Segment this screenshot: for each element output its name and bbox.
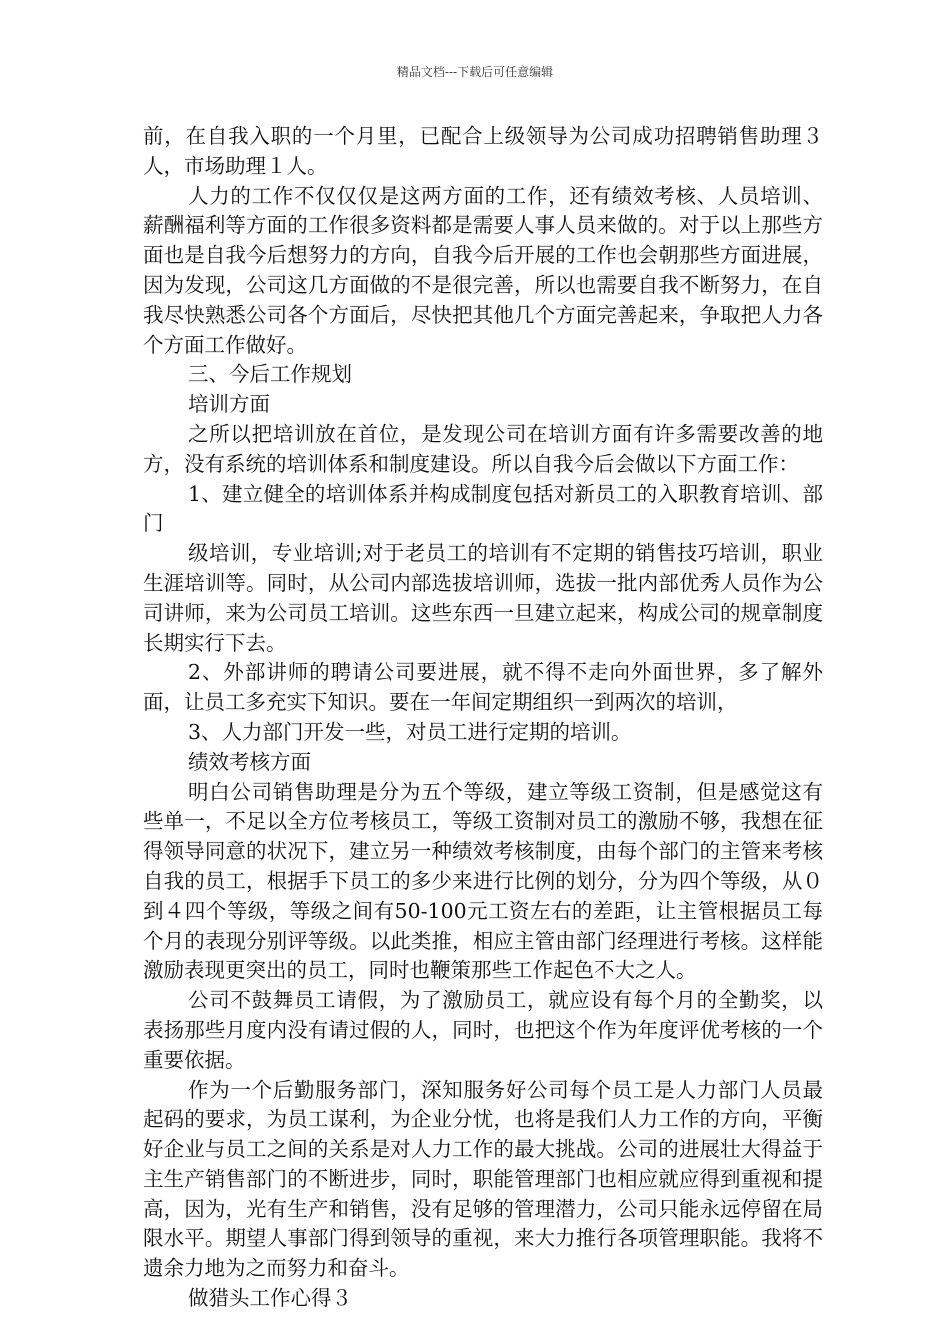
section-heading: 做猎头工作心得３	[188, 1286, 352, 1311]
list-item: 3、人力部门开发一些，对员工进行定期的培训。	[188, 719, 632, 744]
list-item: 1、建立健全的培训体系并构成制度包括对新员工的入职教育培训、部门	[143, 481, 823, 536]
paragraph: 前，在自我入职的一个月里，已配合上级领导为公司成功招聘销售助理３人，市场助理１人。	[143, 124, 823, 178]
paragraph: 公司不鼓舞员工请假，为了激励员工，就应设有每个月的全勤奖，以表扬那些月度内没有请过假的人，同时，也把这个作为年度评优考核的一个重要依据。	[143, 988, 823, 1072]
paragraph: 明白公司销售助理是分为五个等级，建立等级工资制，但是感觉这有些单一，不足以全方位考核员工，等级工资制对员工的激励不够，我想在征得领导同意的状况下，建立另一种绩效考核制度，由每个部门的主管来考核自我的员工，根据手下员工的多少来进行比例的划分，分为四个等级，从０到４四个等级，等级之间有50-100元工资左右的差距，让主管根据员工每个月的表现分别评等级。以此类推，相应主管由部门经理进行考核。这样能激励表现更突出的员工，同时也鞭策那些工作起色不大之人。	[143, 779, 823, 983]
document-body	[143, 122, 823, 1314]
paragraph: 级培训，专业培训;对于老员工的培训有不定期的销售技巧培训，职业生涯培训等。同时，从公司内部选拔培训师，选拔一批内部优秀人员作为公司讲师，来为公司员工培训。这些东西一旦建立起来，构成公司的规章制度长期实行下去。	[143, 541, 823, 655]
subsection-heading: 培训方面	[188, 392, 270, 417]
paragraph: 之所以把培训放在首位，是发现公司在培训方面有许多需要改善的地方，没有系统的培训体系和制度建设。所以自我今后会做以下方面工作：	[143, 421, 823, 476]
paragraph: 人力的工作不仅仅仅是这两方面的工作，还有绩效考核、人员培训、薪酬福利等方面的工作很多资料都是需要人事人员来做的。对于以上那些方面也是自我今后想努力的方向，自我今后开展的工作也会朝那些方面进展，因为发现，公司这几方面做的不是很完善，所以也需要自我不断努力，在自我尽快熟悉公司各个方面后，尽快把其他几个方面完善起来，争取把人力各个方面工作做好。	[143, 183, 823, 357]
paragraph: 作为一个后勤服务部门，深知服务好公司每个员工是人力部门人员最起码的要求，为员工谋利，为企业分忧，也将是我们人力工作的方向，平衡好企业与员工之间的关系是对人力工作的最大挑战。公司的进展壮大得益于主生产销售部门的不断进步，同时，职能管理部门也相应就应得到重视和提高，因为，光有生产和销售，没有足够的管理潜力，公司只能永远停留在局限水平。期望人事部门得到领导的重视，来大力推行各项管理职能。我将不遗余力地为之而努力和奋斗。	[143, 1077, 823, 1281]
list-item: 2、外部讲师的聘请公司要进展，就不得不走向外面世界，多了解外面，让员工多充实下知识。要在一年间定期组织一到两次的培训，	[143, 660, 823, 715]
page-header: 精品文档---下载后可任意编辑	[396, 65, 554, 79]
subsection-heading: 绩效考核方面	[188, 749, 311, 774]
section-heading: 三、今后工作规划	[188, 362, 352, 387]
